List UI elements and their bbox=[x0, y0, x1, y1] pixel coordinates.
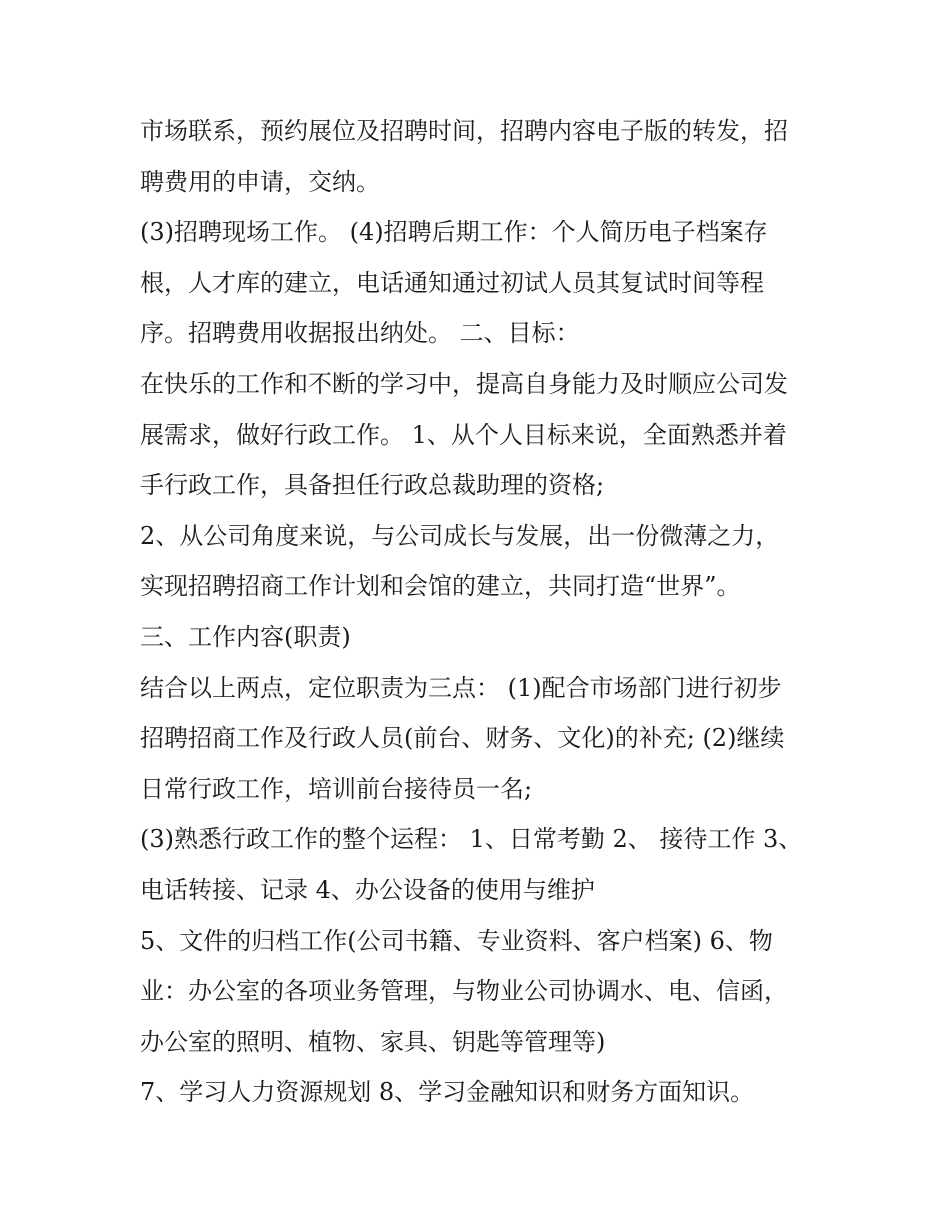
text-line: 序。招聘费用收据报出纳处。 二、目标： bbox=[140, 319, 580, 348]
text-line: 业：办公室的各项业务管理，与物业公司协调水、电、信函， bbox=[140, 977, 788, 1006]
text-line: 日常行政工作，培训前台接待员一名; bbox=[140, 774, 533, 803]
text-line: 在快乐的工作和不断的学习中，提高自身能力及时顺应公司发 bbox=[140, 369, 788, 398]
text-line: 根，人才库的建立，电话通知通过初试人员其复试时间等程 bbox=[140, 268, 764, 297]
text-line: (3)招聘现场工作。 (4)招聘后期工作：个人简历电子档案存 bbox=[140, 218, 768, 247]
text-line: 结合以上两点，定位职责为三点： (1)配合市场部门进行初步 bbox=[140, 673, 782, 702]
text-line: 手行政工作，具备担任行政总裁助理的资格; bbox=[140, 471, 605, 500]
text-line: 市场联系，预约展位及招聘时间，招聘内容电子版的转发，招 bbox=[140, 117, 788, 145]
text-line: 实现招聘招商工作计划和会馆的建立，共同打造“世界”。 bbox=[140, 572, 741, 601]
text-line: 7、学习人力资源规划 8、学习金融知识和财务方面知识。 bbox=[140, 1078, 755, 1107]
text-line: 办公室的照明、植物、家具、钥匙等管理等) bbox=[140, 1027, 606, 1056]
text-line: 招聘招商工作及行政人员(前台、财务、文化)的补充; (2)继续 bbox=[140, 724, 785, 753]
text-line: (3)熟悉行政工作的整个运程： 1、日常考勤 2、 接待工作 3、 bbox=[140, 825, 803, 854]
document-body bbox=[140, 106, 830, 1118]
text-line: 5、文件的归档工作(公司书籍、专业资料、客户档案) 6、物 bbox=[140, 926, 773, 955]
text-line: 电话转接、记录 4、办公设备的使用与维护 bbox=[140, 875, 595, 904]
text-line: 聘费用的申请，交纳。 bbox=[140, 167, 380, 196]
text-line: 三、工作内容(职责) bbox=[140, 622, 351, 651]
text-line: 2、从公司角度来说，与公司成长与发展，出一份微薄之力， bbox=[140, 521, 780, 550]
text-line: 展需求，做好行政工作。 1、从个人目标来说，全面熟悉并着 bbox=[140, 420, 787, 449]
